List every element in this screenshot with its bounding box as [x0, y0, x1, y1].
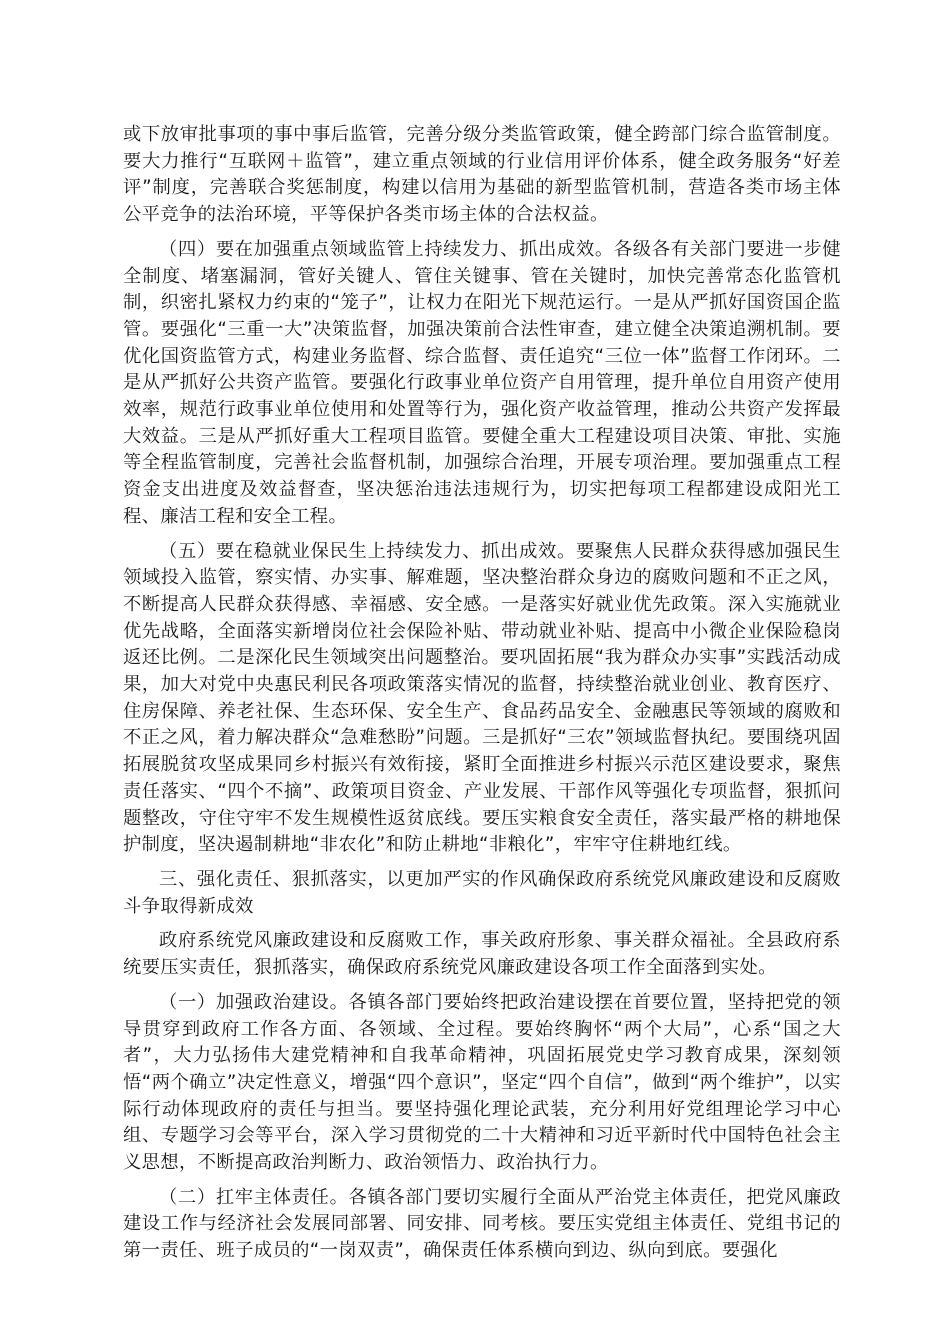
section-heading: 三、强化责任、狠抓落实，以更加严实的作风确保政府系统党风廉政建设和反腐败斗争取得新成效	[123, 868, 841, 917]
document-page	[123, 122, 841, 1273]
paragraph-7: （二）扛牢主体责任。各镇各部门要切实履行全面从严治党主体责任，把党风廉政建设工作与经济社会发展同部署、同安排、同考核。要压实党组主体责任、党组书记的第一责任、班子成员的“一岗双责”，确保责任体系横向到边、纵向到底。要强化	[123, 1186, 841, 1262]
paragraph-6: （一）加强政治建设。各镇各部门要始终把政治建设摆在首要位置，坚持把党的领导贯穿到政府工作各方面、各领域、全过程。要始终胸怀“两个大局”，心系“国之大者”，大力弘扬伟大建党精神和自我革命精神，巩固拓展党史学习教育成果，深刻领悟“两个确立”决定性意义，增强“四个意识”，坚定“四个自信”，做到“两个维护”，以实际行动体现政府的责任与担当。要坚持强化理论武装，充分利用好党组理论学习中心组、专题学习会等平台，深入学习贯彻党的二十大精神和习近平新时代中国特色社会主义思想，不断提高政治判断力、政治领悟力、政治执行力。	[123, 991, 841, 1174]
paragraph-2: （四）要在加强重点领域监管上持续发力、抓出成效。各级各有关部门要进一步健全制度、堵塞漏洞，管好关键人、管住关键事、管在关键时，加快完善常态化监管机制，织密扎紧权力约束的“笼子”，让权力在阳光下规范运行。一是从严抓好国资国企监管。要强化“三重一大”决策监督，加强决策前合法性审查，建立健全决策追溯机制。要优化国资监管方式，构建业务监督、综合监督、责任追究“三位一体”监督工作闭环。二是从严抓好公共资产监管。要强化行政事业单位资产自用管理，提升单位自用资产使用效率，规范行政事业单位使用和处置等行为，强化资产收益管理，推动公共资产发挥最大效益。三是从严抓好重大工程项目监管。要健全重大工程建设项目决策、审批、实施等全程监管制度，完善社会监督机制，加强综合治理，开展专项治理。要加强重点工程资金支出进度及效益督查，坚决惩治违法违规行为，切实把每项工程都建设成阳光工程、廉洁工程和安全工程。	[123, 238, 841, 527]
paragraph-1: 或下放审批事项的事中事后监管，完善分级分类监管政策，健全跨部门综合监管制度。要大力推行“互联网＋监管”，建立重点领域的行业信用评价体系，健全政务服务“好差评”制度，完善联合奖惩制度，构建以信用为基础的新型监管机制，营造各类市场主体公平竞争的法治环境，平等保护各类市场主体的合法权益。	[123, 124, 841, 226]
paragraph-3: （五）要在稳就业保民生上持续发力、抓出成效。要聚焦人民群众获得感加强民生领域投入监管，察实情、办实事、解难题，坚决整治群众身边的腐败问题和不正之风，不断提高人民群众获得感、幸福感、安全感。一是落实好就业优先政策。深入实施就业优先战略，全面落实新增岗位社会保险补贴、带动就业补贴、提高中小微企业保险稳岗返还比例。二是深化民生领域突出问题整治。要巩固拓展“我为群众办实事”实践活动成果，加大对党中央惠民利民各项政策落实情况的监督，持续整治就业创业、教育医疗、住房保障、养老社保、生态环保、安全生产、食品药品安全、金融惠民等领域的腐败和不正之风，着力解决群众“急难愁盼”问题。三是抓好“三农”领域监督执纪。要围绕巩固拓展脱贫攻坚成果同乡村振兴有效衔接，紧盯全面推进乡村振兴示范区建设要求，聚焦责任落实、“四个不摘”、政策项目资金、产业发展、干部作风等强化专项监督，狠抓问题整改，守住守牢不发生规模性返贫底线。要压实粮食安全责任，落实最严格的耕地保护制度，坚决遏制耕地“非农化”和防止耕地“非粮化”，牢牢守住耕地红线。	[123, 540, 841, 856]
paragraph-5: 政府系统党风廉政建设和反腐败工作，事关政府形象、事关群众福祉。全县政府系统要压实责任，狠抓落实，确保政府系统党风廉政建设各项工作全面落到实处。	[123, 930, 841, 979]
